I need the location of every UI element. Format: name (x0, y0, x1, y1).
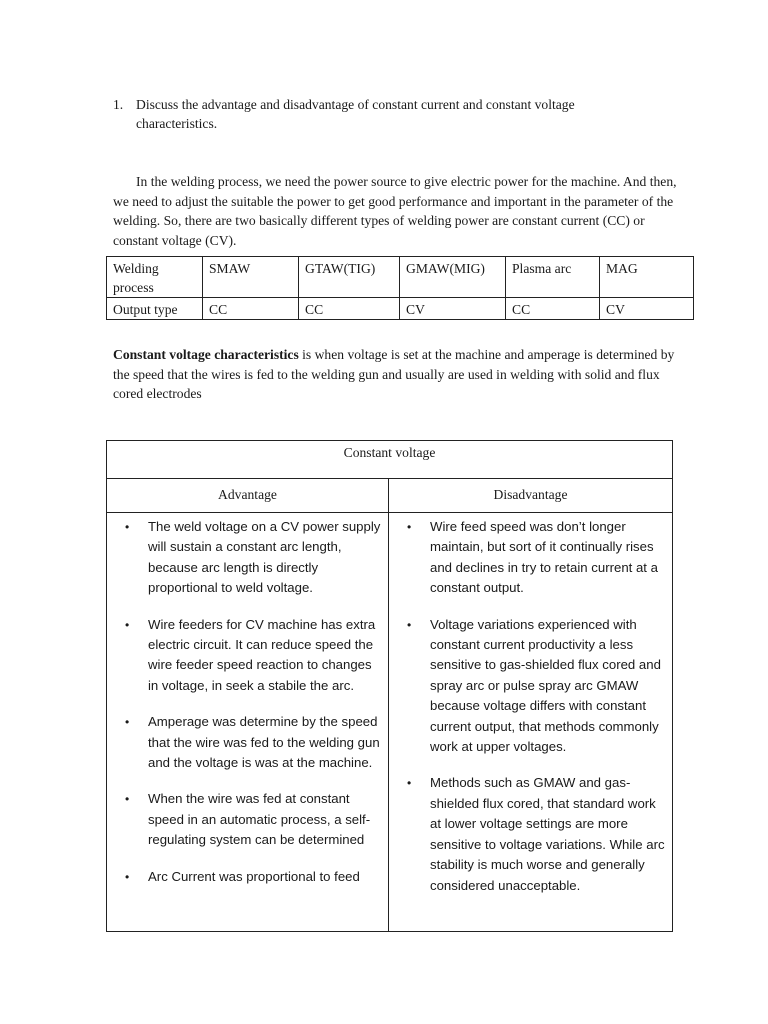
bullet-icon: • (125, 869, 130, 884)
constant-voltage-table (106, 440, 673, 932)
list-item-text: Voltage variations experienced with constant current productivity a less sensitive to gas-shielded flux cored and spray arc or pulse spray arc GMAW because voltage differs with constant current output, that methods commonly work at upper voltages. (430, 616, 661, 755)
advantages-list (107, 517, 382, 887)
list-item-text: When the wire was fed at constant speed in an automatic process, a self-regulating system can be determined (148, 791, 371, 848)
list-item-text: Arc Current was proportional to feed (148, 868, 360, 884)
table-cell: GTAW(TIG) (299, 257, 400, 298)
list-item-text: Amperage was determine by the speed that the wire was fed to the welding gun and the voltage is was at the machine. (148, 714, 380, 771)
table-title: Constant voltage (107, 441, 673, 479)
list-item (107, 712, 382, 773)
advantages-clip (107, 517, 382, 927)
cv-definition: is when voltage is set at the machine and amperage is determined by the speed that the wires is fed to the welding gun and usually are used in welding with solid and flux cored electrodes (113, 347, 675, 401)
list-item (107, 615, 382, 697)
table-cell: Welding process (107, 257, 203, 298)
bullet-icon: • (125, 617, 130, 632)
table-cell: Output type (107, 298, 203, 320)
table-row (107, 513, 673, 932)
advantage-header: Advantage (107, 479, 389, 513)
table-cell: CC (506, 298, 600, 320)
bullet-icon: • (407, 520, 412, 534)
list-item (107, 867, 382, 887)
list-item-text: The weld voltage on a CV power supply will sustain a constant arc length, because arc length is directly proportional to weld voltage. (148, 519, 381, 596)
bullet-icon: • (125, 792, 130, 807)
list-item-text: Methods such as GMAW and gas-shielded flux cored, that standard work at lower voltage settings are more sensitive to voltage variations. While arc stability is much worse and generally considered unacceptable. (430, 775, 665, 893)
table-cell: SMAW (203, 257, 299, 298)
disadvantages-list (389, 517, 666, 896)
disadvantages-cell (389, 513, 673, 932)
bullet-icon: • (407, 776, 412, 791)
intro-paragraph (113, 172, 681, 250)
list-item-text: Wire feeders for CV machine has extra electric circuit. It can reduce speed the wire feeder speed reaction to changes in voltage, in seek a stabile the arc. (148, 616, 376, 693)
list-item (389, 615, 666, 758)
table-row (107, 298, 694, 320)
cv-paragraph (113, 345, 688, 404)
table-cell: Plasma arc (506, 257, 600, 298)
question-text: Discuss the advantage and disadvantage of constant current and constant voltage characteristics. (136, 97, 575, 131)
disadvantage-header: Disadvantage (389, 479, 673, 513)
list-item-text: Wire feed speed was don’t longer maintain, but sort of it continually rises and declines in try to retain current at a constant output. (430, 519, 658, 596)
question-number: 1. (113, 97, 124, 112)
list-item (389, 773, 666, 895)
table-cell: CC (299, 298, 400, 320)
bullet-icon: • (125, 520, 130, 534)
table-row (107, 479, 673, 513)
intro-text: In the welding process, we need the power source to give electric power for the machine. And then, we need to adjust the suitable the power to get good performance and important in the parameter of the welding. So, there are two basically different types of welding power are constant current (CC) or constant voltage (CV). (113, 174, 677, 248)
table-cell: GMAW(MIG) (400, 257, 506, 298)
cv-term: Constant voltage characteristics (113, 347, 299, 362)
process-output-table (106, 256, 694, 320)
table-row (107, 441, 673, 479)
table-cell: MAG (600, 257, 694, 298)
advantages-cell (107, 513, 389, 932)
table-cell: CV (400, 298, 506, 320)
list-item (107, 789, 382, 850)
table-cell: CV (600, 298, 694, 320)
bullet-icon: • (407, 617, 412, 632)
table-cell: CC (203, 298, 299, 320)
list-item (107, 517, 382, 599)
table-row (107, 257, 694, 298)
list-item (389, 517, 666, 599)
bullet-icon: • (125, 715, 130, 730)
